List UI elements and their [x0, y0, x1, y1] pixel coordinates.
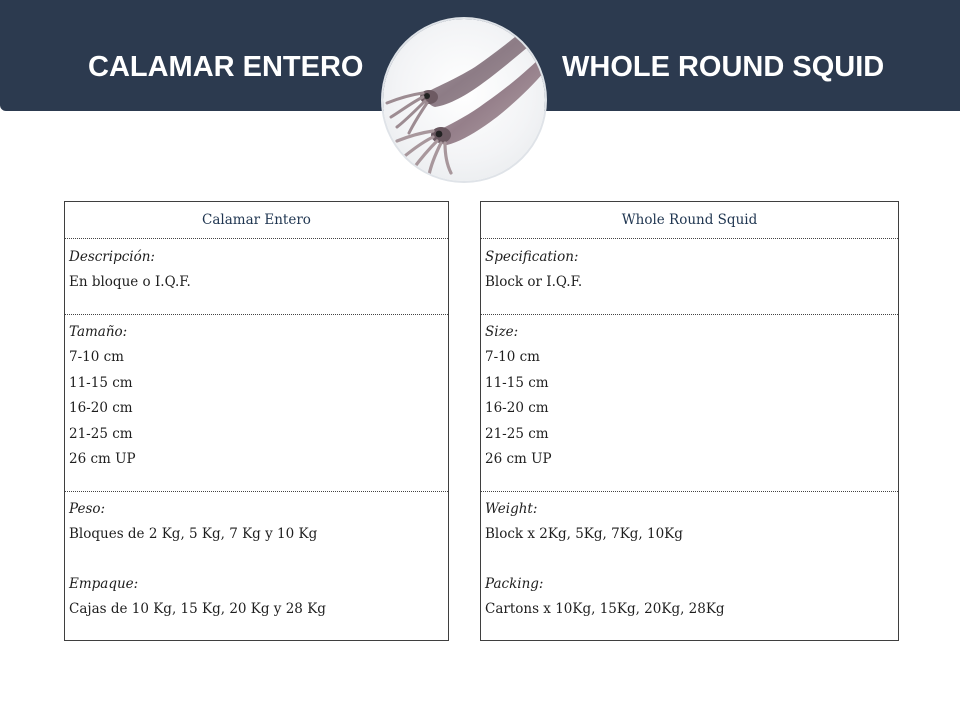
weight-label: Peso:: [69, 501, 106, 517]
specification-section: [481, 239, 898, 315]
specification-value: Block or I.Q.F.: [485, 274, 583, 290]
spec-table-english: [480, 201, 899, 641]
size-value: 7-10 cm: [485, 349, 540, 365]
size-value: 11-15 cm: [69, 374, 133, 391]
description-label: Descripción:: [69, 249, 155, 265]
squid-photo-icon: [383, 19, 545, 181]
weight-packing-section: [481, 492, 898, 641]
size-value: 26 cm UP: [485, 451, 552, 467]
size-value: 7-10 cm: [69, 349, 124, 365]
packing-value: Cartons x 10Kg, 15Kg, 20Kg, 28Kg: [485, 600, 725, 617]
weight-packing-section: [65, 492, 448, 641]
packing-label: Packing:: [485, 575, 544, 592]
size-value: 21-25 cm: [69, 425, 133, 442]
size-section: [65, 315, 448, 492]
description-value: En bloque o I.Q.F.: [69, 274, 191, 290]
weight-value: Block x 2Kg, 5Kg, 7Kg, 10Kg: [485, 526, 683, 542]
packing-label: Empaque:: [69, 575, 139, 592]
weight-label: Weight:: [485, 501, 538, 517]
table-heading: Whole Round Squid: [481, 202, 898, 239]
size-value: 16-20 cm: [69, 400, 133, 416]
size-label: Size:: [485, 324, 519, 340]
description-section: [65, 239, 448, 315]
size-label: Tamaño:: [69, 324, 128, 340]
packing-value: Cajas de 10 Kg, 15 Kg, 20 Kg y 28 Kg: [69, 600, 326, 617]
title-spanish: CALAMAR ENTERO: [88, 51, 364, 83]
title-english: WHOLE ROUND SQUID: [562, 51, 885, 83]
table-heading: Calamar Entero: [65, 202, 448, 239]
size-value: 21-25 cm: [485, 425, 549, 442]
weight-value: Bloques de 2 Kg, 5 Kg, 7 Kg y 10 Kg: [69, 526, 318, 542]
size-value: 16-20 cm: [485, 400, 549, 416]
size-section: [481, 315, 898, 492]
size-value: 11-15 cm: [485, 374, 549, 391]
spec-table-spanish: [64, 201, 449, 641]
specification-label: Specification:: [485, 249, 579, 265]
size-value: 26 cm UP: [69, 451, 136, 467]
